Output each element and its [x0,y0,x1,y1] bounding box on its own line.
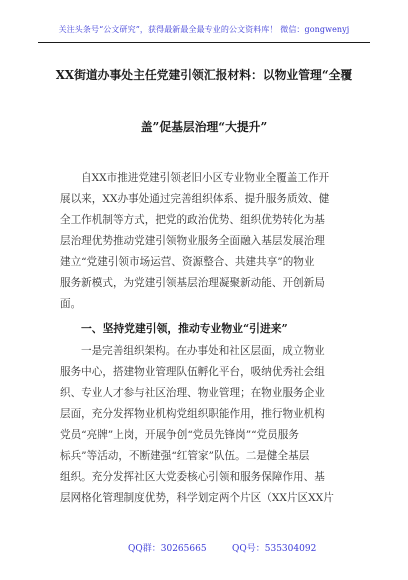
section-1 [60,318,348,509]
qq-group-number: QQ群：30265665 [128,544,207,554]
text-line: 服务中心，搭建物业管理队伍孵化平台，吸纳优秀社会组 [60,366,325,378]
text-line: 标兵”等活动，不断建强“红管家”队伍。二是健全基层 [60,450,310,462]
text-line: 层网格化管理制度优势，科学划定两个片区（XX片区XX片 [60,492,334,504]
text-line: 自XX市推进党建引领老旧小区专业物业全覆盖工作开 [81,172,330,184]
text-line: 层治理优势推动党建引领物业服务全面融入基层发展治理 [60,235,325,247]
text-line: 面。 [60,298,82,310]
header-banner: 关注头条号“公文研究”，获得最新最全最专业的公文资料库！ 微信：gongwenyj [58,25,350,34]
intro-paragraph [60,168,348,315]
text-line: 建立“党建引领市场运营、资源整合、共建共享”的物业 [60,256,315,268]
text-line: 服务新模式，为党建引领基层治理凝聚新动能、开创新局 [60,277,325,289]
document-title-line-2: 盖”促基层治理“大提升” [140,120,268,134]
text-line: 层面，充分发挥物业机构党组织职能作用，推行物业机构 [60,408,325,420]
header-divider [38,42,370,43]
text-line: 一是完善组织架构。在办事处和社区层面，成立物业 [81,345,325,357]
qq-account-number: QQ号：535304092 [232,544,317,554]
text-line: 党员“亮牌”上岗，开展争创“党员先锋岗”“党员服务 [60,429,299,441]
text-line: 全工作机制等方式，把党的政治优势、组织优势转化为基 [60,214,325,226]
document-title-line-1: XX街道办事处主任党建引领汇报材料：以物业管理“全覆 [55,68,353,82]
section-heading: 一、坚持党建引领，推动专业物业“引进来” [81,322,288,335]
text-line: 织、专业人才参与社区治理、物业管理；在物业服务企业 [60,387,325,399]
text-line: 组织。充分发挥社区大党委核心引领和服务保障作用、基 [60,471,325,483]
text-line: 展以来，XX办事处通过完善组织体系、提升服务质效、健 [60,193,330,205]
